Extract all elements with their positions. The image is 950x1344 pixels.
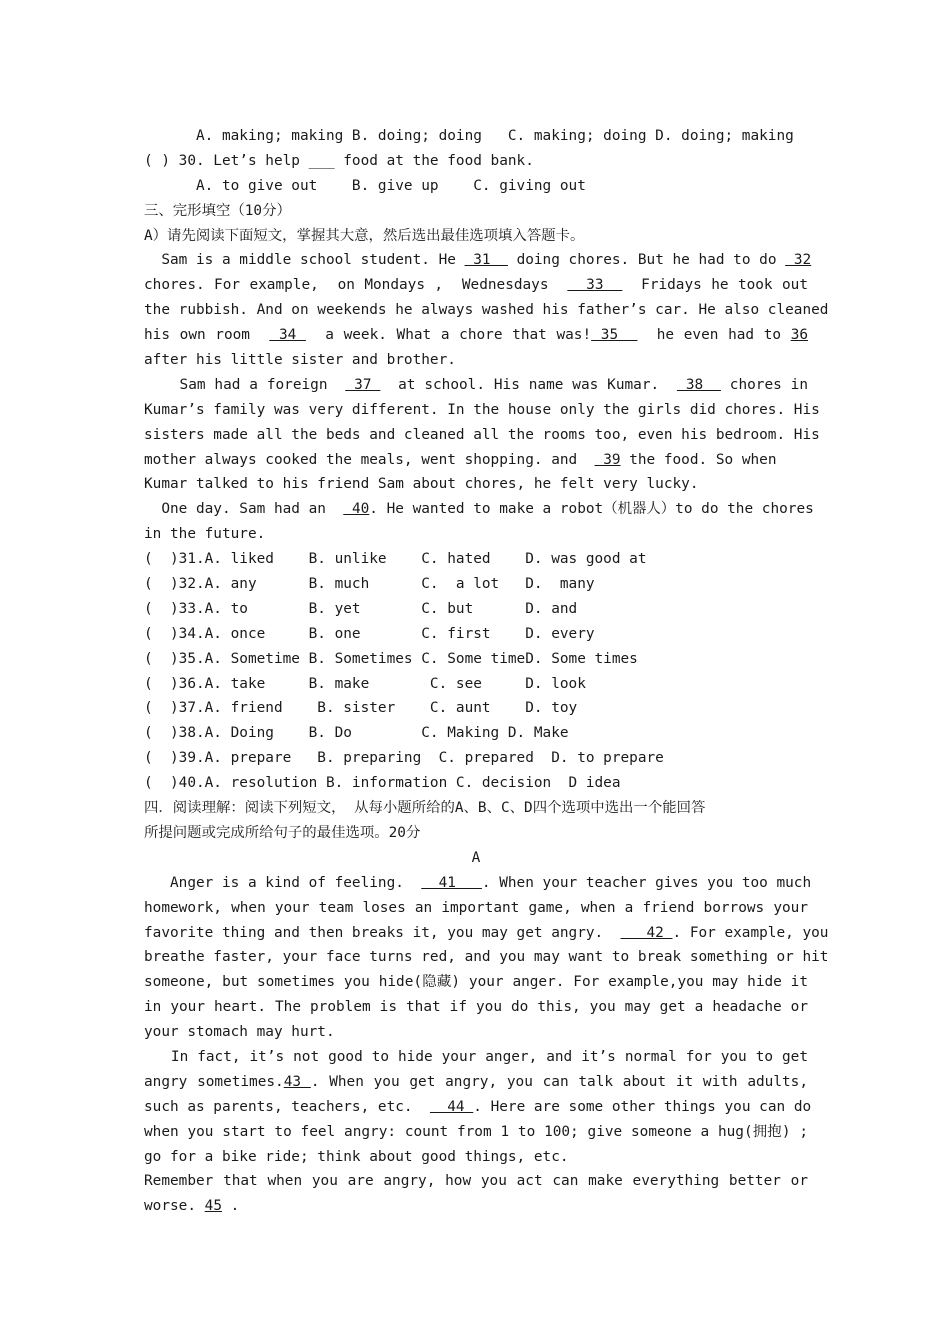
cloze-passage <box>144 248 829 547</box>
passage-line: Sam is a middle school student. He 31 doing chores. But he had to do 32 <box>144 252 812 269</box>
blank-42: 42 <box>620 924 673 941</box>
cloze-questions <box>144 547 808 796</box>
passage-label: A <box>471 849 481 866</box>
q30-stem: ( ) 30. Let’s help ___ food at the food bank. <box>144 152 534 169</box>
blank-40: 40 <box>343 501 370 518</box>
blank-33: 33 <box>567 277 623 294</box>
blank-32: 32 <box>785 252 812 269</box>
blank-45: 45 <box>204 1198 222 1215</box>
passage-line: sisters made all the beds and cleaned all the rooms too, even his bedroom. His <box>144 426 820 443</box>
passage-line: Kumar’s family was very different. In the house only the girls did chores. His <box>144 401 820 418</box>
blank-34: 34 <box>269 327 306 344</box>
passage-line: the rubbish. And on weekends he always washed his father’s car. He also cleaned <box>144 302 829 319</box>
question-38: ( )38.A. Doing B. Do C. Making D. Make <box>144 725 569 742</box>
section3-instruction: A）请先阅读下面短文，掌握其大意，然后选出最佳选项填入答题卡。 <box>144 227 585 244</box>
passage-line: angry sometimes.43 . When you get angry, you can talk about it with adults, <box>144 1073 808 1090</box>
reading-passage <box>144 871 829 1219</box>
passage-line: Sam had a foreign 37 at school. His name was Kumar. 38 chores in <box>144 376 809 393</box>
question-40: ( )40.A. resolution B. information C. decision D idea <box>144 775 621 792</box>
passage-line: In fact, it’s not good to hide your anger, and it’s normal for you to get <box>144 1048 808 1065</box>
passage-line: One day. Sam had an 40. He wanted to make a robot（机器人）to do the chores <box>144 501 814 518</box>
passage-line: Anger is a kind of feeling. 41 . When your teacher gives you too much <box>144 874 812 891</box>
question-34: ( )34.A. once B. one C. first D. every <box>144 625 595 642</box>
question-31: ( )31.A. liked B. unlike C. hated D. was good at <box>144 551 647 568</box>
passage-line: mother always cooked the meals, went shopping. and 39 the food. So when <box>144 451 777 468</box>
passage-line: when you start to feel angry: count from 1 to 100; give someone a hug(拥抱) ; <box>144 1123 808 1140</box>
passage-line: favorite thing and then breaks it, you may get angry. 42 . For example, you <box>144 924 829 941</box>
blank-44: 44 <box>429 1098 474 1115</box>
blank-31: 31 <box>464 252 508 269</box>
section4-instruction-cont: 所提问题或完成所给句子的最佳选项。20分 <box>144 824 421 841</box>
passage-line: breathe faster, your face turns red, and you may want to break something or hit <box>144 949 829 966</box>
question-35: ( )35.A. Sometime B. Sometimes C. Some timeD. Some times <box>144 650 638 667</box>
passage-line: worse. 45 . <box>144 1198 240 1215</box>
passage-line: after his little sister and brother. <box>144 352 456 369</box>
passage-line: his own room 34 a week. What a chore that was! 35 he even had to 36 <box>144 327 809 344</box>
passage-line: chores. For example, on Mondays , Wednesdays 33 Fridays he took out <box>144 277 809 294</box>
question-37: ( )37.A. friend B. sister C. aunt D. toy <box>144 700 578 717</box>
passage-line: Remember that when you are angry, how you act can make everything better or <box>144 1173 808 1190</box>
passage-line: your stomach may hurt. <box>144 1024 335 1041</box>
question-36: ( )36.A. take B. make C. see D. look <box>144 675 586 692</box>
section4-instruction: 四．阅读理解：阅读下列短文， 从每小题所给的A、B、C、D四个选项中选出一个能回答 <box>144 800 706 817</box>
blank-41: 41 <box>421 874 482 891</box>
passage-line: in the future. <box>144 526 266 543</box>
passage-line: homework, when your team loses an important game, when a friend borrows your <box>144 899 808 916</box>
blank-36: 36 <box>790 327 809 344</box>
q30-options: A. to give out B. give up C. giving out <box>144 177 586 194</box>
blank-38: 38 <box>676 376 721 393</box>
exam-page <box>144 124 829 1219</box>
q29-options: A. making; making B. doing; doing C. making; doing D. doing; making <box>144 128 794 144</box>
section3-title: 三、完形填空（10分） <box>144 202 291 219</box>
passage-line: Kumar talked to his friend Sam about chores, he felt very lucky. <box>144 476 699 493</box>
blank-37: 37 <box>345 376 381 393</box>
passage-line: such as parents, teachers, etc. 44 . Here are some other things you can do <box>144 1098 812 1115</box>
blank-35: 35 <box>591 327 638 344</box>
question-32: ( )32.A. any B. much C. a lot D. many <box>144 576 595 593</box>
question-39: ( )39.A. prepare B. preparing C. prepared D. to prepare <box>144 750 664 767</box>
passage-line: go for a bike ride; think about good things, etc. <box>144 1148 569 1165</box>
blank-43: 43 <box>283 1073 311 1090</box>
passage-line: someone, but sometimes you hide(隐藏) your anger. For example,you may hide it <box>144 974 808 991</box>
question-33: ( )33.A. to B. yet C. but D. and <box>144 600 578 617</box>
passage-line: in your heart. The problem is that if you do this, you may get a headache or <box>144 999 808 1016</box>
blank-39: 39 <box>594 451 621 468</box>
